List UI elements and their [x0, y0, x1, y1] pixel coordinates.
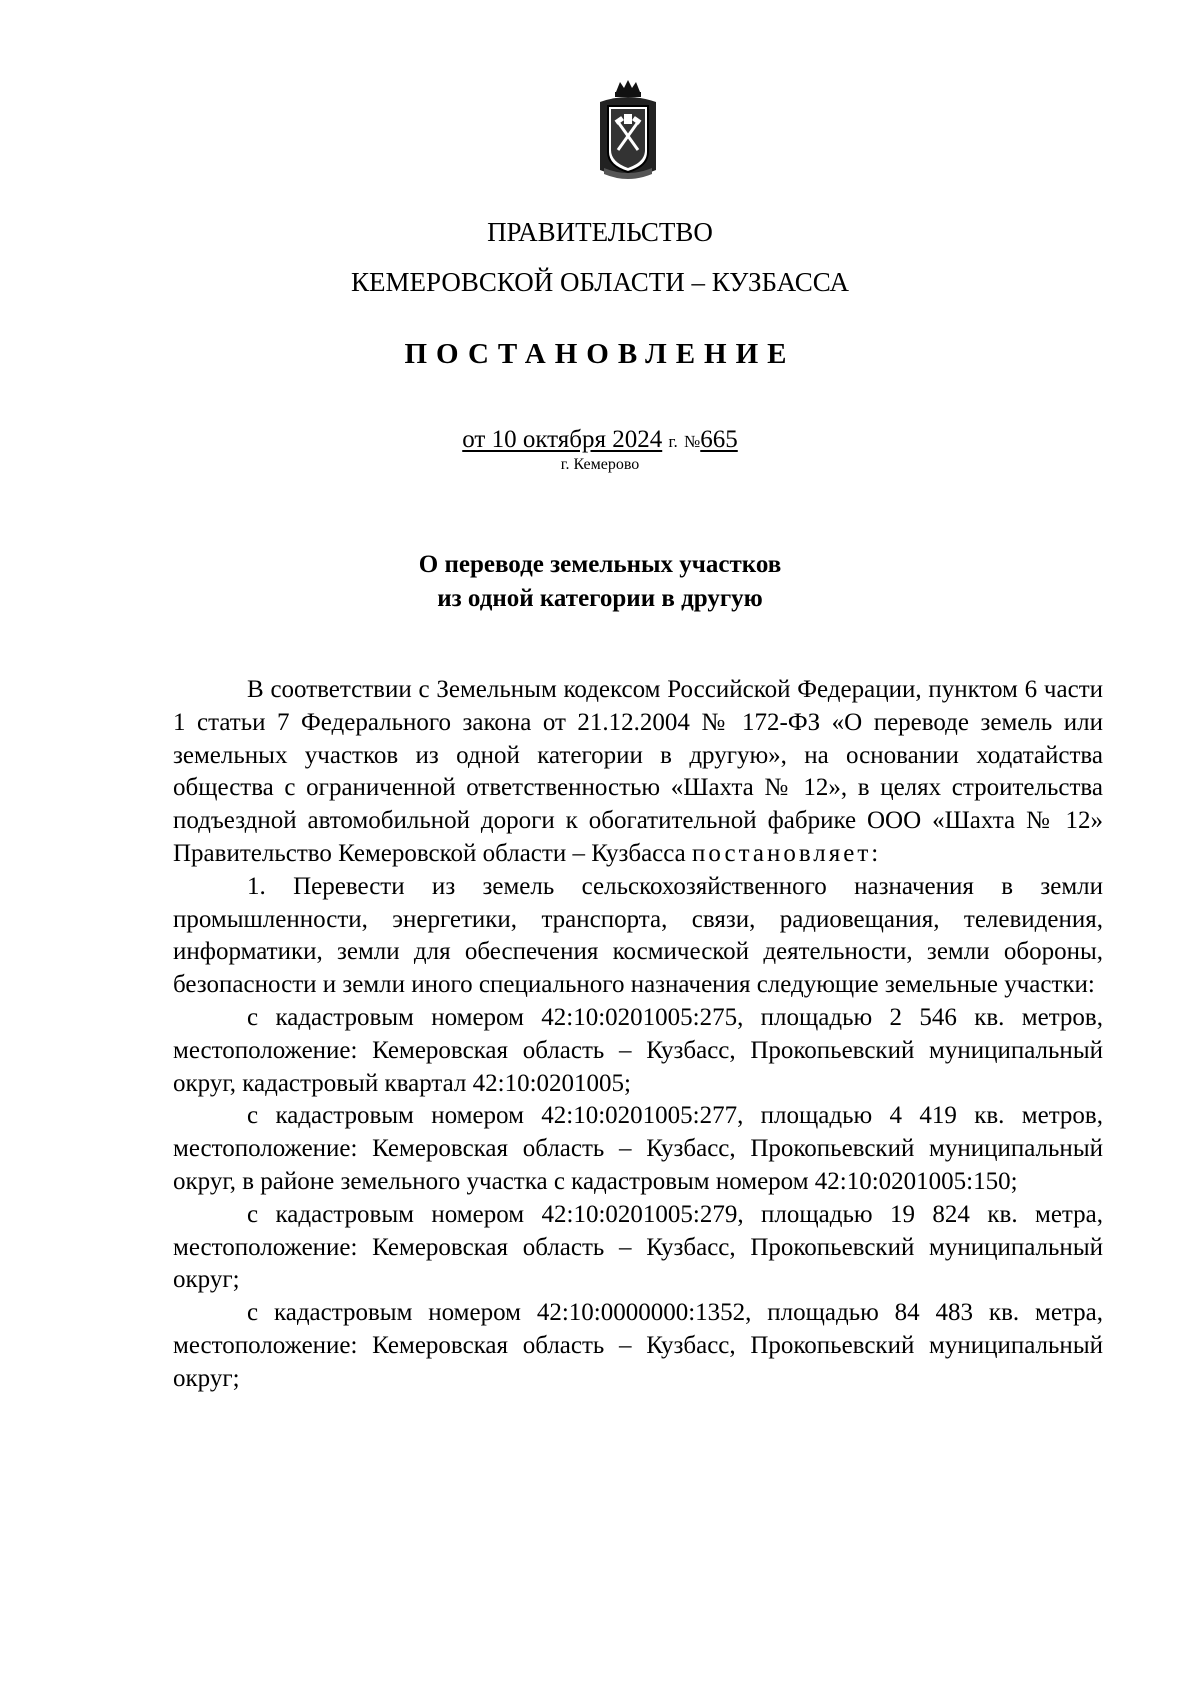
preamble-paragraph: [173, 674, 1103, 871]
parcel-item: с кадастровым номером 42:10:0201005:279, площадью 19 824 кв. метра, местоположение: Кемеровская область – Кузбасс, Прокопьевский муниципальный округ;: [173, 1200, 1103, 1294]
parcel-item: с кадастровым номером 42:10:0201005:275, площадью 2 546 кв. метров, местоположение: Кемеровская область – Кузбасс, Прокопьевский муниципальный округ, кадастровый квартал 42:10:0201005;: [173, 1003, 1103, 1097]
year-suffix: г.: [668, 432, 678, 451]
title-line2: из одной категории в другую: [437, 585, 763, 612]
document-type: ПОСТАНОВЛЕНИЕ: [404, 338, 796, 370]
date-number-line: [0, 425, 1200, 457]
number-sign: №: [684, 432, 701, 451]
document-number: 665: [700, 426, 738, 453]
document-body: [173, 674, 1103, 1396]
organization-name-line2: КЕМЕРОВСКОЙ ОБЛАСТИ – КУЗБАССА: [351, 267, 849, 297]
parcel-item: с кадастровым номером 42:10:0000000:1352, площадью 84 483 кв. метра, местоположение: Кемеровская область – Кузбасс, Прокопьевский муниципальный округ;: [173, 1299, 1103, 1392]
preamble-verb: постановляет:: [692, 839, 882, 867]
clause-1: 1. Перевести из земель сельскохозяйственного назначения в земли промышленности, энергетики, транспорта, связи, радиовещания, телевидения, информатики, земли для обеспечения космической деятельности, земли обороны, безопасности и земли иного специального назначения следующие земельные участки:: [173, 872, 1103, 999]
document-city: г. Кемерово: [560, 456, 640, 473]
organization-name-line1: ПРАВИТЕЛЬСТВО: [487, 217, 713, 247]
document-title: [0, 548, 1200, 616]
title-line1: О переводе земельных участков: [418, 551, 782, 578]
coat-of-arms-icon: [590, 78, 666, 182]
document-date: от 10 октября 2024: [462, 426, 663, 453]
preamble-text: В соответствии с Земельным кодексом Российской Федерации, пунктом 6 части 1 статьи 7 Федерального закона от 21.12.2004 № 172-ФЗ «О переводе земель или земельных участков из одной категории в другую», на основании ходатайства общества с ограниченной ответственностью «Шахта № 12», в целях строительства подъездной автомобильной дороги к обогатительной фабрике ООО «Шахта № 12» Правительство Кемеровской области – Кузбасса: [173, 676, 1103, 867]
parcel-item: с кадастровым номером 42:10:0201005:277, площадью 4 419 кв. метров, местоположение: Кемеровская область – Кузбасс, Прокопьевский муниципальный округ, в районе земельного участка с кадастровым номером 42:10:0201005:150;: [173, 1102, 1103, 1195]
